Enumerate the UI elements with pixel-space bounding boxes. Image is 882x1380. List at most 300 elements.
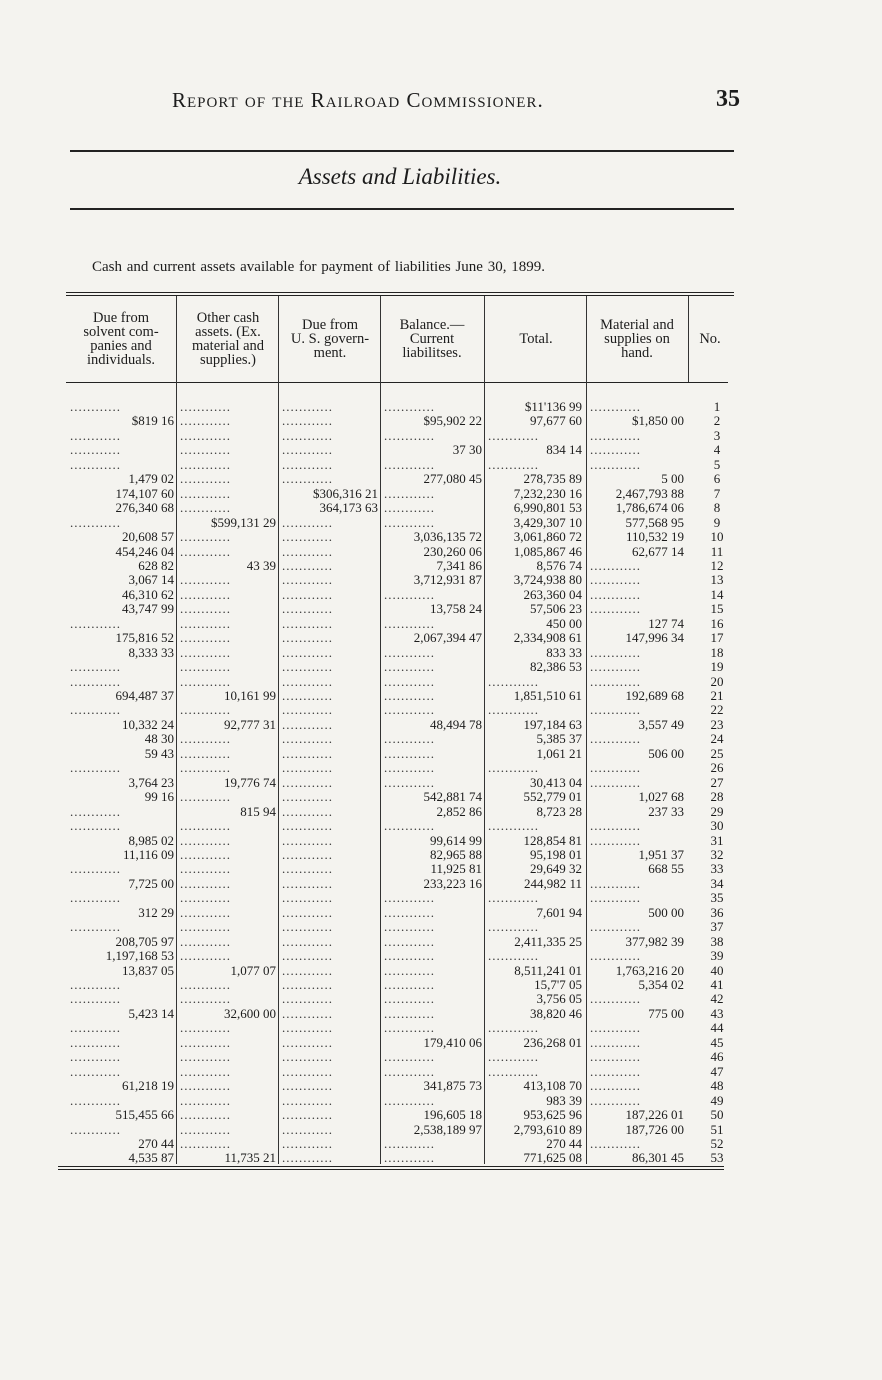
leader-dots: ............ <box>384 920 435 933</box>
material-supplies-cell: 62,677 14 <box>632 545 684 558</box>
row-number: 18 <box>710 645 724 660</box>
current-liabilities-cell: 37 30 <box>452 443 482 456</box>
leader-dots: ............ <box>180 414 231 427</box>
row-number: 41 <box>710 977 724 992</box>
leader-dots: ............ <box>384 458 435 471</box>
table-row <box>0 1079 882 1092</box>
other-cash-assets-cell: 11,735 21 <box>224 1151 276 1164</box>
total-cell: 8,723 28 <box>536 805 582 818</box>
leader-dots: ............ <box>384 1137 435 1150</box>
leader-dots: ............ <box>180 1108 231 1121</box>
leader-dots: ............ <box>180 429 231 442</box>
material-supplies-cell: 500 00 <box>648 906 684 919</box>
row-number: 27 <box>710 775 724 790</box>
due-from-companies-cell: 1,479 02 <box>128 472 174 485</box>
leader-dots: ............ <box>180 1123 231 1136</box>
due-from-companies-cell: 3,067 14 <box>128 573 174 586</box>
table-row <box>0 1021 882 1034</box>
leader-dots: ............ <box>282 1036 333 1049</box>
leader-dots: ............ <box>70 1036 121 1049</box>
leader-dots: ............ <box>590 1137 641 1150</box>
leader-dots: ............ <box>180 472 231 485</box>
leader-dots: ............ <box>590 400 641 413</box>
material-supplies-cell: 3,557 49 <box>638 718 684 731</box>
table-row <box>0 790 882 803</box>
other-cash-assets-cell: 10,161 99 <box>224 689 276 702</box>
leader-dots: ............ <box>282 1065 333 1078</box>
leader-dots: ............ <box>384 516 435 529</box>
row-number: 38 <box>710 934 724 949</box>
leader-dots: ............ <box>384 992 435 1005</box>
due-from-companies-cell: 454,246 04 <box>115 545 174 558</box>
table-row <box>0 732 882 745</box>
leader-dots: ............ <box>282 660 333 673</box>
row-number: 2 <box>713 413 721 428</box>
leader-dots: ............ <box>180 703 231 716</box>
total-cell: 833 33 <box>546 646 582 659</box>
due-from-companies-cell: 61,218 19 <box>122 1079 174 1092</box>
leader-dots: ............ <box>180 1065 231 1078</box>
leader-dots: ............ <box>70 992 121 1005</box>
leader-dots: ............ <box>70 862 121 875</box>
table-row <box>0 487 882 500</box>
due-from-companies-cell: 208,705 97 <box>115 935 174 948</box>
row-number: 16 <box>710 616 724 631</box>
row-number: 19 <box>710 659 724 674</box>
row-number: 53 <box>710 1150 724 1165</box>
table-row <box>0 978 882 991</box>
running-title: Report of the Railroad Commissioner. <box>172 88 544 112</box>
due-from-companies-cell: 11,116 09 <box>122 848 174 861</box>
leader-dots: ............ <box>180 747 231 760</box>
leader-dots: ............ <box>590 602 641 615</box>
due-from-companies-cell: 99 16 <box>144 790 174 803</box>
row-number: 37 <box>710 919 724 934</box>
leader-dots: ............ <box>384 1094 435 1107</box>
leader-dots: ............ <box>590 819 641 832</box>
leader-dots: ............ <box>180 400 231 413</box>
due-from-companies-cell: 43,747 99 <box>122 602 174 615</box>
row-number: 28 <box>710 789 724 804</box>
leader-dots: ............ <box>180 501 231 514</box>
due-from-companies-cell: 515,455 66 <box>115 1108 174 1121</box>
leader-dots: ............ <box>282 992 333 1005</box>
table-row <box>0 906 882 919</box>
row-number: 33 <box>710 861 724 876</box>
leader-dots: ............ <box>180 573 231 586</box>
leader-dots: ............ <box>384 978 435 991</box>
current-liabilities-cell: 3,036,135 72 <box>413 530 482 543</box>
total-cell: 834 14 <box>546 443 582 456</box>
leader-dots: ............ <box>282 1151 333 1164</box>
leader-dots: ............ <box>282 964 333 977</box>
row-number: 5 <box>713 457 721 472</box>
table-row <box>0 891 882 904</box>
table-row <box>0 949 882 962</box>
due-from-companies-cell: 10,332 24 <box>122 718 174 731</box>
leader-dots: ............ <box>180 487 231 500</box>
leader-dots: ............ <box>70 920 121 933</box>
leader-dots: ............ <box>282 718 333 731</box>
leader-dots: ............ <box>70 458 121 471</box>
leader-dots: ............ <box>590 1079 641 1092</box>
row-number: 47 <box>710 1064 724 1079</box>
leader-dots: ............ <box>282 1021 333 1034</box>
leader-dots: ............ <box>590 761 641 774</box>
leader-dots: ............ <box>180 631 231 644</box>
leader-dots: ............ <box>590 992 641 1005</box>
col-header-other-cash-assets: Other cash assets. (Ex. material and supplies.) <box>191 310 265 368</box>
leader-dots: ............ <box>282 819 333 832</box>
material-supplies-cell: 86,301 45 <box>632 1151 684 1164</box>
leader-dots: ............ <box>488 761 539 774</box>
table-row <box>0 631 882 644</box>
row-number: 49 <box>710 1093 724 1108</box>
row-number: 24 <box>710 731 724 746</box>
leader-dots: ............ <box>384 588 435 601</box>
material-supplies-cell: 147,996 34 <box>625 631 684 644</box>
table-row <box>0 559 882 572</box>
total-cell: 29,649 32 <box>530 862 582 875</box>
table-row <box>0 443 882 456</box>
total-cell: 82,386 53 <box>530 660 582 673</box>
total-cell: 2,411,335 25 <box>514 935 582 948</box>
col-header-number: No. <box>699 331 721 347</box>
leader-dots: ............ <box>180 458 231 471</box>
leader-dots: ............ <box>384 660 435 673</box>
leader-dots: ............ <box>282 631 333 644</box>
leader-dots: ............ <box>384 964 435 977</box>
leader-dots: ............ <box>70 675 121 688</box>
leader-dots: ............ <box>282 978 333 991</box>
current-liabilities-cell: 13,758 24 <box>430 602 482 615</box>
total-cell: 7,232,230 16 <box>513 487 582 500</box>
material-supplies-cell: 5,354 02 <box>638 978 684 991</box>
other-cash-assets-cell: 32,600 00 <box>224 1007 276 1020</box>
leader-dots: ............ <box>282 1137 333 1150</box>
total-cell: 8,576 74 <box>536 559 582 572</box>
material-supplies-cell: 668 55 <box>648 862 684 875</box>
table-row <box>0 675 882 688</box>
leader-dots: ............ <box>590 675 641 688</box>
due-from-companies-cell: 270 44 <box>138 1137 174 1150</box>
leader-dots: ............ <box>70 660 121 673</box>
total-cell: 2,793,610 89 <box>513 1123 582 1136</box>
leader-dots: ............ <box>70 819 121 832</box>
table-row <box>0 1151 882 1164</box>
leader-dots: ............ <box>180 617 231 630</box>
current-liabilities-cell: $95,902 22 <box>423 414 482 427</box>
material-supplies-cell: 187,726 00 <box>625 1123 684 1136</box>
table-caption: Cash and current assets available for payment of liabilities June 30, 1899. <box>92 259 545 275</box>
current-liabilities-cell: 277,080 45 <box>423 472 482 485</box>
leader-dots: ............ <box>70 1021 121 1034</box>
table-row <box>0 703 882 716</box>
material-supplies-cell: 5 00 <box>661 472 684 485</box>
leader-dots: ............ <box>384 935 435 948</box>
current-liabilities-cell: 179,410 06 <box>423 1036 482 1049</box>
leader-dots: ............ <box>282 400 333 413</box>
table-row <box>0 877 882 890</box>
leader-dots: ............ <box>282 776 333 789</box>
total-cell: 3,061,860 72 <box>513 530 582 543</box>
row-number: 10 <box>710 529 724 544</box>
leader-dots: ............ <box>384 487 435 500</box>
current-liabilities-cell: 7,341 86 <box>436 559 482 572</box>
leader-dots: ............ <box>70 516 121 529</box>
table-row <box>0 1137 882 1150</box>
title-rule-bottom <box>70 208 734 210</box>
leader-dots: ............ <box>384 703 435 716</box>
row-number: 46 <box>710 1049 724 1064</box>
leader-dots: ............ <box>180 1050 231 1063</box>
other-cash-assets-cell: 1,077 07 <box>230 964 276 977</box>
due-from-companies-cell: 46,310 62 <box>122 588 174 601</box>
other-cash-assets-cell: 815 94 <box>240 805 276 818</box>
leader-dots: ............ <box>282 516 333 529</box>
row-number: 45 <box>710 1035 724 1050</box>
leader-dots: ............ <box>180 862 231 875</box>
row-number: 25 <box>710 746 724 761</box>
row-number: 36 <box>710 905 724 920</box>
leader-dots: ............ <box>180 949 231 962</box>
total-cell: 5,385 37 <box>536 732 582 745</box>
leader-dots: ............ <box>384 906 435 919</box>
table-top-rule <box>66 292 734 296</box>
leader-dots: ............ <box>282 877 333 890</box>
material-supplies-cell: 1,763,216 20 <box>615 964 684 977</box>
table-row <box>0 1123 882 1136</box>
total-cell: 8,511,241 01 <box>514 964 582 977</box>
leader-dots: ............ <box>384 819 435 832</box>
leader-dots: ............ <box>282 732 333 745</box>
leader-dots: ............ <box>282 834 333 847</box>
row-number: 8 <box>713 500 721 515</box>
leader-dots: ............ <box>384 1021 435 1034</box>
leader-dots: ............ <box>282 1007 333 1020</box>
table-row <box>0 617 882 630</box>
leader-dots: ............ <box>70 400 121 413</box>
material-supplies-cell: $1,850 00 <box>632 414 684 427</box>
total-cell: 278,735 89 <box>523 472 582 485</box>
leader-dots: ............ <box>180 834 231 847</box>
table-row <box>0 1065 882 1078</box>
leader-dots: ............ <box>590 776 641 789</box>
row-number: 44 <box>710 1020 724 1035</box>
leader-dots: ............ <box>590 891 641 904</box>
leader-dots: ............ <box>282 472 333 485</box>
total-cell: 236,268 01 <box>523 1036 582 1049</box>
leader-dots: ............ <box>180 660 231 673</box>
table-header <box>68 298 730 380</box>
leader-dots: ............ <box>282 1094 333 1107</box>
current-liabilities-cell: 48,494 78 <box>430 718 482 731</box>
table-row <box>0 472 882 485</box>
current-liabilities-cell: 341,875 73 <box>423 1079 482 1092</box>
leader-dots: ............ <box>180 935 231 948</box>
col-header-due-from-companies: Due from solvent com- panies and individuals. <box>83 310 159 368</box>
row-number: 48 <box>710 1078 724 1093</box>
leader-dots: ............ <box>282 530 333 543</box>
current-liabilities-cell: 11,925 81 <box>430 862 482 875</box>
leader-dots: ............ <box>180 978 231 991</box>
total-cell: 450 00 <box>546 617 582 630</box>
leader-dots: ............ <box>282 790 333 803</box>
row-number: 12 <box>710 558 724 573</box>
due-from-companies-cell: 3,764 23 <box>128 776 174 789</box>
leader-dots: ............ <box>282 935 333 948</box>
row-number: 21 <box>710 688 724 703</box>
row-number: 3 <box>713 428 721 443</box>
due-from-companies-cell: 4,535 87 <box>128 1151 174 1164</box>
material-supplies-cell: 775 00 <box>648 1007 684 1020</box>
leader-dots: ............ <box>488 949 539 962</box>
leader-dots: ............ <box>70 1065 121 1078</box>
table-row <box>0 819 882 832</box>
col-header-total: Total. <box>519 331 553 347</box>
row-number: 31 <box>710 833 724 848</box>
leader-dots: ............ <box>384 646 435 659</box>
table-row <box>0 573 882 586</box>
row-number: 9 <box>713 515 721 530</box>
leader-dots: ............ <box>180 1137 231 1150</box>
due-from-companies-cell: 59 43 <box>144 747 174 760</box>
total-cell: 95,198 01 <box>530 848 582 861</box>
leader-dots: ............ <box>590 949 641 962</box>
table-row <box>0 545 882 558</box>
leader-dots: ............ <box>180 1094 231 1107</box>
col-header-material-supplies: Material and supplies on hand. <box>600 317 674 361</box>
leader-dots: ............ <box>384 747 435 760</box>
leader-dots: ............ <box>180 761 231 774</box>
material-supplies-cell: 2,467,793 88 <box>615 487 684 500</box>
leader-dots: ............ <box>180 602 231 615</box>
leader-dots: ............ <box>70 1094 121 1107</box>
table-row <box>0 1036 882 1049</box>
leader-dots: ............ <box>180 530 231 543</box>
leader-dots: ............ <box>282 689 333 702</box>
row-number: 22 <box>710 702 724 717</box>
row-number: 52 <box>710 1136 724 1151</box>
row-number: 15 <box>710 601 724 616</box>
leader-dots: ............ <box>282 458 333 471</box>
leader-dots: ............ <box>590 834 641 847</box>
leader-dots: ............ <box>488 819 539 832</box>
current-liabilities-cell: 230,260 06 <box>423 545 482 558</box>
leader-dots: ............ <box>70 703 121 716</box>
material-supplies-cell: 187,226 01 <box>625 1108 684 1121</box>
leader-dots: ............ <box>590 920 641 933</box>
leader-dots: ............ <box>384 776 435 789</box>
leader-dots: ............ <box>590 443 641 456</box>
leader-dots: ............ <box>282 1050 333 1063</box>
due-from-companies-cell: 628 82 <box>138 559 174 572</box>
row-number: 1 <box>713 399 721 414</box>
leader-dots: ............ <box>282 1079 333 1092</box>
col-header-due-from-us-government: Due from U. S. govern- ment. <box>290 317 370 361</box>
table-row <box>0 646 882 659</box>
title-rule-top <box>70 150 734 152</box>
leader-dots: ............ <box>70 761 121 774</box>
due-from-companies-cell: 175,816 52 <box>115 631 174 644</box>
leader-dots: ............ <box>180 732 231 745</box>
due-from-companies-cell: 13,837 05 <box>122 964 174 977</box>
row-number: 34 <box>710 876 724 891</box>
leader-dots: ............ <box>282 559 333 572</box>
due-from-companies-cell: 8,985 02 <box>128 834 174 847</box>
leader-dots: ............ <box>384 675 435 688</box>
leader-dots: ............ <box>180 1079 231 1092</box>
total-cell: 244,982 11 <box>523 877 582 890</box>
table-row <box>0 761 882 774</box>
leader-dots: ............ <box>180 877 231 890</box>
total-cell: 197,184 63 <box>523 718 582 731</box>
current-liabilities-cell: 99,614 99 <box>430 834 482 847</box>
table-row <box>0 805 882 818</box>
row-number: 7 <box>713 486 721 501</box>
col-header-current-liabilities: Balance.— Current liabilitses. <box>399 317 465 361</box>
leader-dots: ............ <box>590 1050 641 1063</box>
leader-dots: ............ <box>590 703 641 716</box>
row-number: 4 <box>713 442 721 457</box>
table-row <box>0 935 882 948</box>
row-number: 42 <box>710 991 724 1006</box>
current-liabilities-cell: 82,965 88 <box>430 848 482 861</box>
total-cell: 15,7'7 05 <box>534 978 582 991</box>
total-cell: 3,756 05 <box>536 992 582 1005</box>
leader-dots: ............ <box>590 732 641 745</box>
leader-dots: ............ <box>488 1021 539 1034</box>
material-supplies-cell: 1,951 37 <box>638 848 684 861</box>
current-liabilities-cell: 542,881 74 <box>423 790 482 803</box>
leader-dots: ............ <box>282 429 333 442</box>
leader-dots: ............ <box>384 1007 435 1020</box>
current-liabilities-cell: 233,223 16 <box>423 877 482 890</box>
total-cell: 983 39 <box>546 1094 582 1107</box>
total-cell: 552,779 01 <box>523 790 582 803</box>
leader-dots: ............ <box>282 443 333 456</box>
leader-dots: ............ <box>70 978 121 991</box>
leader-dots: ............ <box>282 617 333 630</box>
row-number: 14 <box>710 587 724 602</box>
due-from-companies-cell: $819 16 <box>131 414 174 427</box>
header-bottom-rule <box>66 382 728 383</box>
leader-dots: ............ <box>384 400 435 413</box>
leader-dots: ............ <box>384 732 435 745</box>
table-row <box>0 1094 882 1107</box>
current-liabilities-cell: 196,605 18 <box>423 1108 482 1121</box>
due-from-us-gov-cell: $306,316 21 <box>313 487 378 500</box>
leader-dots: ............ <box>384 689 435 702</box>
total-cell: $11'136 99 <box>524 400 582 413</box>
material-supplies-cell: 192,689 68 <box>625 689 684 702</box>
total-cell: 7,601 94 <box>536 906 582 919</box>
table-row <box>0 660 882 673</box>
section-title: Assets and Liabilities. <box>298 164 502 189</box>
running-head <box>60 88 740 118</box>
table-bottom-rule <box>58 1166 724 1170</box>
leader-dots: ............ <box>180 588 231 601</box>
leader-dots: ............ <box>488 429 539 442</box>
table-row <box>0 920 882 933</box>
row-number: 39 <box>710 948 724 963</box>
leader-dots: ............ <box>384 949 435 962</box>
leader-dots: ............ <box>282 1123 333 1136</box>
total-cell: 1,851,510 61 <box>513 689 582 702</box>
leader-dots: ............ <box>282 414 333 427</box>
leader-dots: ............ <box>282 1108 333 1121</box>
leader-dots: ............ <box>590 1094 641 1107</box>
